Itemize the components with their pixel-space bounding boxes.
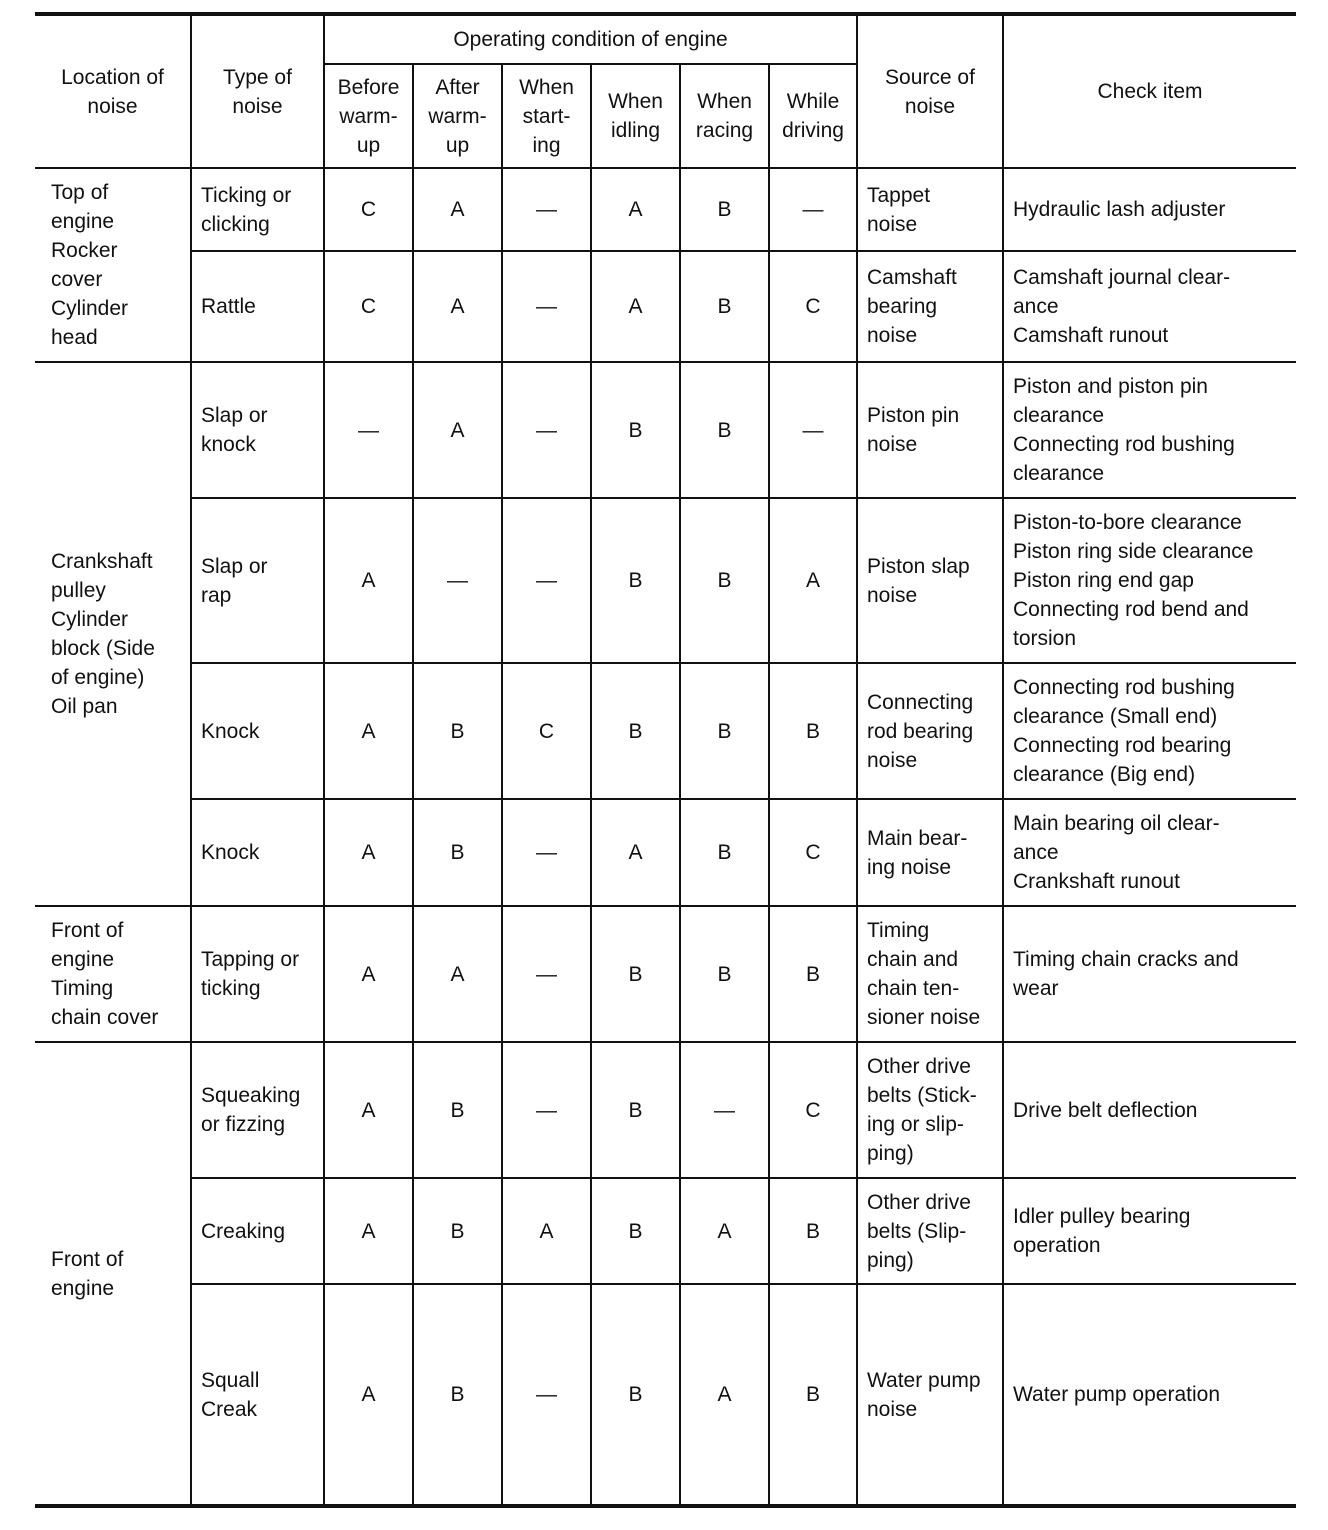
table-row xyxy=(35,251,1296,362)
condition-cell: A xyxy=(591,799,680,906)
condition-cell: C xyxy=(769,1042,857,1178)
source-cell: Other drive belts (Slip- ping) xyxy=(857,1178,1003,1284)
header-when-starting: When start- ing xyxy=(502,64,591,168)
header-when-idling: When idling xyxy=(591,64,680,168)
noise-diagnosis-table xyxy=(35,12,1296,1508)
header-row-top xyxy=(35,14,1296,64)
condition-cell: B xyxy=(769,1284,857,1506)
condition-cell: — xyxy=(502,498,591,663)
header-source: Source of noise xyxy=(857,14,1003,168)
condition-cell: A xyxy=(591,168,680,251)
condition-cell: — xyxy=(769,168,857,251)
type-cell: Tapping or ticking xyxy=(191,906,324,1042)
table-row xyxy=(35,799,1296,906)
condition-cell: B xyxy=(591,663,680,799)
header-when-racing: When racing xyxy=(680,64,769,168)
condition-cell: A xyxy=(324,498,413,663)
condition-cell: A xyxy=(413,168,502,251)
type-cell: Knock xyxy=(191,663,324,799)
condition-cell: A xyxy=(324,1042,413,1178)
condition-cell: B xyxy=(591,498,680,663)
type-cell: Ticking or clicking xyxy=(191,168,324,251)
condition-cell: A xyxy=(324,663,413,799)
table-row xyxy=(35,906,1296,1042)
condition-cell: A xyxy=(502,1178,591,1284)
noise-diagnosis-table-wrapper xyxy=(35,12,1296,1508)
check-cell: Hydraulic lash adjuster xyxy=(1003,168,1296,251)
condition-cell: B xyxy=(680,251,769,362)
location-cell: Crankshaft pulley Cylinder block (Side of engine) Oil pan xyxy=(35,362,191,906)
condition-cell: B xyxy=(413,799,502,906)
condition-cell: B xyxy=(591,362,680,498)
check-cell: Idler pulley bearing operation xyxy=(1003,1178,1296,1284)
table-row xyxy=(35,498,1296,663)
condition-cell: B xyxy=(591,1284,680,1506)
condition-cell: B xyxy=(769,663,857,799)
condition-cell: B xyxy=(680,362,769,498)
type-cell: Slap or rap xyxy=(191,498,324,663)
condition-cell: C xyxy=(324,168,413,251)
type-cell: Rattle xyxy=(191,251,324,362)
check-cell: Camshaft journal clear- ance Camshaft runout xyxy=(1003,251,1296,362)
source-cell: Timing chain and chain ten- sioner noise xyxy=(857,906,1003,1042)
condition-cell: A xyxy=(413,906,502,1042)
location-cell: Top of engine Rocker cover Cylinder head xyxy=(35,168,191,362)
table-row xyxy=(35,1042,1296,1178)
check-cell: Main bearing oil clear- ance Crankshaft runout xyxy=(1003,799,1296,906)
source-cell: Main bear- ing noise xyxy=(857,799,1003,906)
condition-cell: C xyxy=(769,799,857,906)
condition-cell: B xyxy=(680,906,769,1042)
source-cell: Other drive belts (Stick- ing or slip- ping) xyxy=(857,1042,1003,1178)
condition-cell: C xyxy=(769,251,857,362)
condition-cell: — xyxy=(769,362,857,498)
condition-cell: A xyxy=(680,1284,769,1506)
source-cell: Connecting rod bearing noise xyxy=(857,663,1003,799)
source-cell: Piston pin noise xyxy=(857,362,1003,498)
check-cell: Timing chain cracks and wear xyxy=(1003,906,1296,1042)
condition-cell: — xyxy=(680,1042,769,1178)
condition-cell: A xyxy=(591,251,680,362)
condition-cell: A xyxy=(324,1284,413,1506)
condition-cell: A xyxy=(769,498,857,663)
condition-cell: B xyxy=(591,906,680,1042)
condition-cell: A xyxy=(324,1178,413,1284)
source-cell: Water pump noise xyxy=(857,1284,1003,1506)
condition-cell: A xyxy=(680,1178,769,1284)
location-cell: Front of engine Timing chain cover xyxy=(35,906,191,1042)
source-cell: Piston slap noise xyxy=(857,498,1003,663)
source-cell: Tappet noise xyxy=(857,168,1003,251)
header-after-warmup: After warm- up xyxy=(413,64,502,168)
type-cell: Creaking xyxy=(191,1178,324,1284)
header-type: Type of noise xyxy=(191,14,324,168)
header-before-warmup: Before warm- up xyxy=(324,64,413,168)
type-cell: Squeaking or fizzing xyxy=(191,1042,324,1178)
check-cell: Piston and piston pin clearance Connecting rod bushing clearance xyxy=(1003,362,1296,498)
condition-cell: B xyxy=(769,906,857,1042)
check-cell: Connecting rod bushing clearance (Small end) Connecting rod bearing clearance (Big end) xyxy=(1003,663,1296,799)
header-check-item: Check item xyxy=(1003,14,1296,168)
condition-cell: B xyxy=(413,663,502,799)
condition-cell: A xyxy=(413,362,502,498)
source-cell: Camshaft bearing noise xyxy=(857,251,1003,362)
condition-cell: B xyxy=(413,1178,502,1284)
condition-cell: B xyxy=(680,663,769,799)
header-operating-condition: Operating condition of engine xyxy=(324,14,857,64)
header-while-driving: While driving xyxy=(769,64,857,168)
table-row xyxy=(35,362,1296,498)
table-row xyxy=(35,1178,1296,1284)
condition-cell: — xyxy=(502,168,591,251)
condition-cell: A xyxy=(413,251,502,362)
condition-cell: — xyxy=(502,1284,591,1506)
condition-cell: A xyxy=(324,906,413,1042)
condition-cell: B xyxy=(591,1178,680,1284)
condition-cell: — xyxy=(413,498,502,663)
condition-cell: — xyxy=(502,362,591,498)
condition-cell: B xyxy=(680,799,769,906)
condition-cell: B xyxy=(413,1284,502,1506)
check-cell: Water pump operation xyxy=(1003,1284,1296,1506)
header-location: Location of noise xyxy=(35,14,191,168)
condition-cell: — xyxy=(502,251,591,362)
condition-cell: — xyxy=(502,906,591,1042)
condition-cell: — xyxy=(502,1042,591,1178)
table-row xyxy=(35,1284,1296,1506)
condition-cell: — xyxy=(502,799,591,906)
condition-cell: B xyxy=(769,1178,857,1284)
condition-cell: C xyxy=(324,251,413,362)
condition-cell: B xyxy=(680,498,769,663)
condition-cell: B xyxy=(680,168,769,251)
check-cell: Piston-to-bore clearance Piston ring side clearance Piston ring end gap Connecting rod bend and torsion xyxy=(1003,498,1296,663)
check-cell: Drive belt deflection xyxy=(1003,1042,1296,1178)
table-row xyxy=(35,168,1296,251)
location-cell: Front of engine xyxy=(35,1042,191,1506)
condition-cell: — xyxy=(324,362,413,498)
type-cell: Slap or knock xyxy=(191,362,324,498)
type-cell: Knock xyxy=(191,799,324,906)
condition-cell: A xyxy=(324,799,413,906)
table-row xyxy=(35,663,1296,799)
condition-cell: B xyxy=(591,1042,680,1178)
type-cell: Squall Creak xyxy=(191,1284,324,1506)
condition-cell: C xyxy=(502,663,591,799)
condition-cell: B xyxy=(413,1042,502,1178)
